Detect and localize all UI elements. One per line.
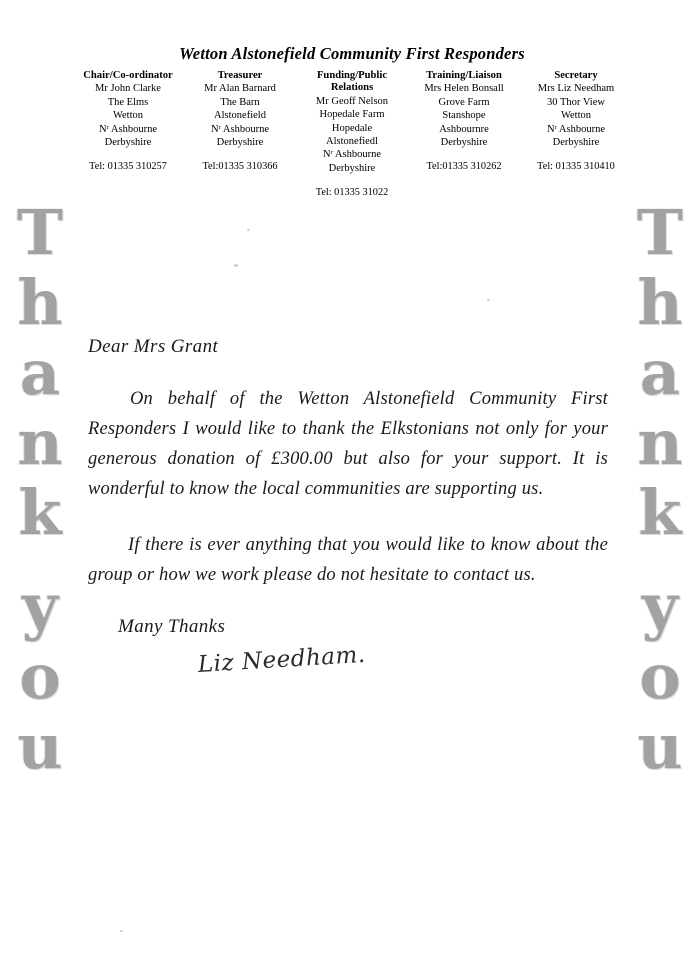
scan-speck (120, 930, 123, 932)
officer-chair (72, 70, 184, 200)
officer-address-line: Derbyshire (216, 137, 264, 149)
decorative-letter: n (637, 406, 683, 479)
letterhead (72, 44, 632, 200)
decorative-letter: a (639, 336, 681, 409)
decorative-letter: y (21, 570, 59, 643)
decorative-letter: n (17, 406, 63, 479)
officer-funding-public-relations (296, 70, 408, 200)
officer-address-line: Alstonefield (214, 110, 266, 122)
decorative-letter: o (19, 640, 61, 713)
officer-address-line: The Elms (107, 96, 149, 108)
decorative-letter: o (639, 640, 681, 713)
officer-address-line: Wetton (560, 110, 592, 122)
officer-name: Mrs Liz Needham (537, 83, 615, 95)
scan-speck (247, 229, 250, 231)
officer-address-line: Wetton (112, 110, 144, 122)
scan-speck (234, 264, 238, 267)
officer-address-line: Hopedale Farm (319, 109, 385, 121)
decorative-letter: u (637, 710, 683, 783)
officer-address-line: Derbyshire (328, 162, 376, 174)
organisation-title: Wetton Alstonefield Community First Responders (179, 44, 525, 63)
officer-name: Mr Geoff Nelson (315, 95, 389, 107)
officer-name: Mrs Helen Bonsall (424, 83, 504, 95)
officer-role: Treasurer (217, 70, 263, 81)
decorative-letter: T (636, 196, 684, 269)
decorative-letter: a (19, 336, 61, 409)
officer-training-liaison (408, 70, 520, 200)
decorative-letter: y (641, 570, 679, 643)
officer-telephone: Tel:01335 310366 (202, 161, 278, 173)
letter-body (88, 336, 608, 678)
officer-address-line: Hopedale (331, 122, 373, 134)
officer-name: Mr Alan Barnard (204, 83, 276, 95)
officer-address-line: Nʳ Ashbourne (547, 123, 605, 135)
officer-secretary (520, 70, 632, 200)
officer-telephone: Tel:01335 310262 (426, 161, 502, 173)
officer-address-line: Derbyshire (440, 137, 488, 149)
decorative-letter: k (18, 476, 62, 549)
letter-paragraph-2: If there is ever anything that you would like to know about the group or how we work please do not hesitate to contact us. (88, 535, 608, 585)
decorative-thank-you-right (628, 198, 692, 782)
officer-telephone: Tel: 01335 31022 (315, 187, 389, 199)
officer-address-line: Nʳ Ashbourne (211, 123, 269, 135)
officer-address-line: Nʳ Ashbourne (99, 123, 157, 135)
officer-name: Mr John Clarke (95, 83, 161, 95)
officer-telephone: Tel: 01335 310410 (537, 161, 615, 173)
decorative-letter: u (17, 710, 63, 783)
officer-address-line: Nʳ Ashbourne (323, 149, 381, 161)
decorative-letter: k (638, 476, 682, 549)
officer-address-line: Stanshope (442, 110, 486, 122)
officer-address-line: Grove Farm (438, 96, 490, 108)
decorative-letter: h (17, 266, 63, 339)
officer-role: Funding/Public Relations (316, 70, 388, 94)
letter-paragraph-1: On behalf of the Wetton Alstonefield Community First Responders I would like to thank the Elkstonians not only for your generous donation of £300.00 but also for your support. It is wonderful to know the local communities are supporting us. (88, 389, 608, 499)
officer-treasurer (184, 70, 296, 200)
officer-role: Chair/Co-ordinator (83, 70, 173, 81)
scan-speck (487, 299, 490, 301)
officer-address-line: Derbyshire (552, 137, 600, 149)
decorative-thank-you-left (8, 198, 72, 782)
officer-telephone: Tel: 01335 310257 (89, 161, 167, 173)
officer-address-line: The Barn (220, 96, 260, 108)
officer-list (72, 70, 632, 200)
decorative-letter: T (16, 196, 64, 269)
signature: Liz Needham. (197, 641, 367, 678)
officer-address-line: 30 Thor View (547, 96, 605, 108)
letter-closing: Many Thanks (118, 616, 226, 637)
officer-address-line: Alstonefiedl (326, 136, 378, 148)
officer-role: Secretary (554, 70, 598, 81)
salutation: Dear Mrs Grant (88, 336, 219, 357)
decorative-letter: h (637, 266, 683, 339)
officer-role: Training/Liaison (426, 70, 502, 81)
officer-address-line: Derbyshire (104, 137, 152, 149)
officer-address-line: Ashbournre (439, 123, 489, 135)
